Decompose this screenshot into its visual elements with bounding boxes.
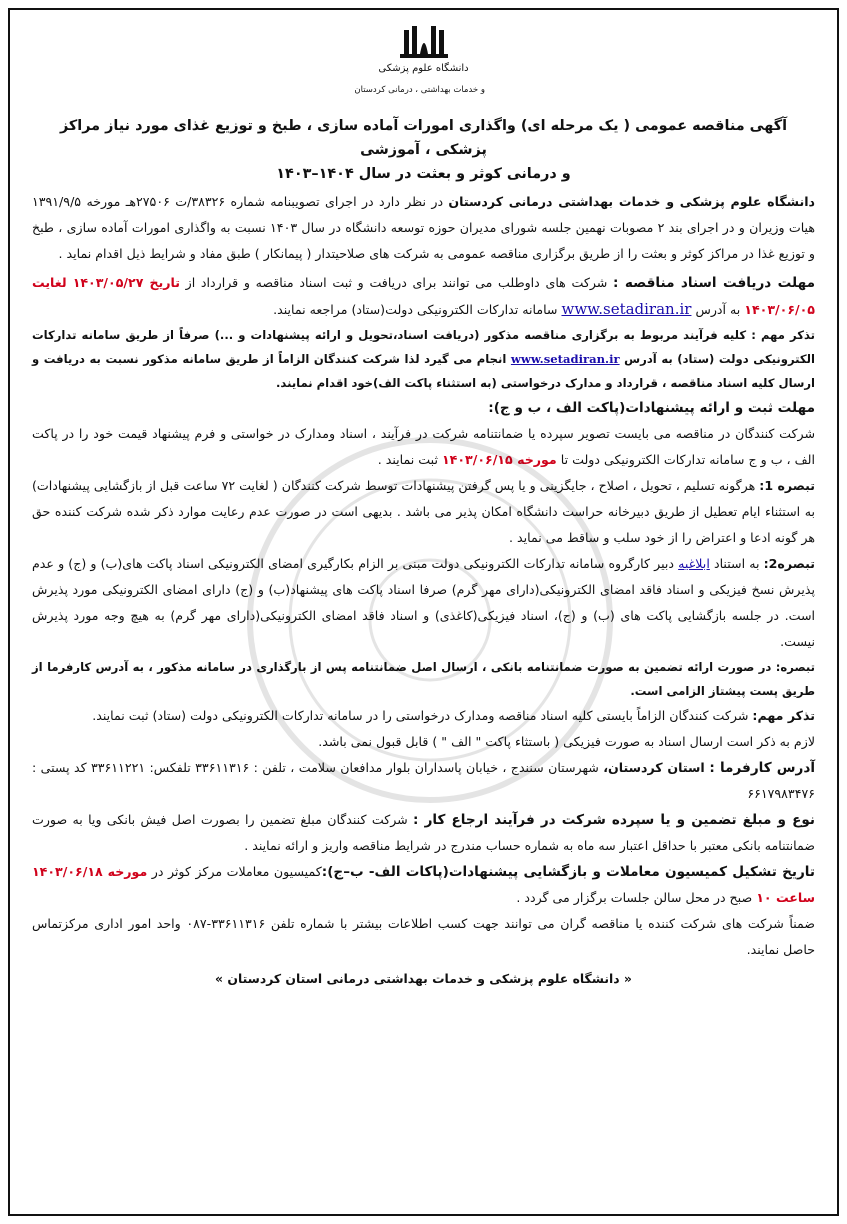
setadiran-link[interactable]: www.setadiran.ir	[561, 300, 692, 318]
note1-paragraph	[32, 473, 815, 551]
title-line-1: آگهی مناقصه عمومی ( یک مرحله ای) واگذاری امورات آماده سازی ، طبخ و توزیع غذای مورد نیاز مراکز پزشکی ، آموزشی	[59, 118, 788, 158]
note2-text-2: دبیر کارگروه سامانه تدارکات الکترونیکی دولت مبنی بر الزام بکارگیری امضای الکترونیکی اسناد پاکت های(ب) و (ج) و عدم پذیرش نسخ فیزیکی و اسناد فاقد امضای الکترونیکی(دارای مهر گرم) صرفا اسناد پاکت های پیشنهاد(ب) و (ج) دارای امضای الکترونیکی مورد پذیرش است. در جلسه بازگشایی پاکت های (ب) و (ج)، اسناد فیزیکی(کاغذی) و اسناد فاقد امضای الکترونیکی(دارای مهر گرم) به هیچ وجه مورد پذیرش نیست.	[32, 556, 815, 649]
title-line-2: و درمانی کوثر و بعثت در سال ۱۴۰۴–۱۴۰۳	[276, 166, 571, 182]
important-note-text-1: تذکر مهم : کلیه فرآیند مربوط به برگزاری مناقصه مذکور (دریافت اسناد،تحویل و ارائه پیشنهادات و ...) صرفاً از طریق سامانه تدارکات الکترونیکی دولت (ستاد) به آدرس	[32, 328, 815, 366]
reminder-text: شرکت کنندگان الزاماً بایستی کلیه اسناد مناقصه ومدارک درخواستی را در سامانه تدارکات الکترونیکی دولت (ستاد) ثبت نمایند.	[92, 708, 753, 723]
commission-date: مورخه ۱۴۰۳/۰۶/۱۸ ساعت ۱۰	[32, 864, 815, 905]
university-logo-icon	[398, 24, 450, 60]
commission-paragraph	[32, 859, 815, 911]
address-label: آدرس کارفرما :	[709, 760, 815, 776]
guarantee-paragraph	[32, 807, 815, 859]
reminder-line-2: لازم به ذکر است ارسال اسناد به صورت فیزیکی ( باستثاء پاکت " الف " ) قابل قبول نمی باشد.	[318, 734, 815, 749]
submission-paragraph	[32, 421, 815, 473]
note1-label: تبصره 1:	[759, 478, 816, 493]
address-paragraph	[32, 755, 815, 807]
commission-label: تاریخ تشکیل کمیسیون معاملات و بازگشایی پیشنهادات(پاکات الف- ب–ج):	[321, 864, 816, 880]
important-note-paragraph	[32, 323, 815, 395]
deadline-text-3: سامانه تدارکات الکترونیکی دولت(ستاد) مراجعه نمایند.	[273, 302, 562, 317]
submission-date: مورخه ۱۴۰۳/۰۶/۱۵	[441, 452, 557, 467]
note3-paragraph: تبصره: در صورت ارائه تضمین به صورت ضمانتنامه بانکی ، ارسال اصل ضمانتنامه پس از بارگذاری در سامانه مذکور ، به آدرس کارفرما از طریق پست پیشتاز الزامی است.	[32, 660, 815, 698]
address-province: استان کردستان،	[603, 760, 710, 775]
notice-title	[32, 114, 815, 186]
reminder-label: تذکر مهم:	[752, 708, 815, 723]
commission-text-1: کمیسیون معاملات مرکز کوثر در	[147, 864, 322, 879]
note1-text: هرگونه تسلیم ، تحویل ، اصلاح ، جایگزینی و یا پس گرفتن پیشنهادات توسط شرکت کنندگان ( لغایت ۷۲ ساعت قبل از بازگشایی پیشنهادات) به استثناء ایام تعطیل از طریق دبیرخانه حراست دانشگاه امکان پذیر می باشد . بدیهی است در صورت عدم رعایت موارد ذکر شده شرکت کننده حق هر گونه ادعا و اعتراض را از خود سلب و ساقط می نماید .	[32, 478, 815, 545]
submission-text-2: ثبت نمایند .	[377, 452, 442, 467]
contact-paragraph: ضمناً شرکت های شرکت کننده یا مناقصه گران می توانند جهت کسب اطلاعات بیشتر با شماره تلفن ۳۳۶۱۱۳۱۶-۰۸۷ واحد امور اداری مرکزتماس حاصل نمایند.	[32, 916, 815, 957]
intro-org: دانشگاه علوم پزشکی و خدمات بهداشتی درمانی کردستان	[448, 194, 815, 209]
guarantee-label: نوع و مبلغ تضمین و یا سپرده شرکت در فرآیند ارجاع کار :	[413, 812, 815, 828]
important-note-text-2: انجام می گیرد لذا شرکت کنندگان الزاماً از طریق سامانه مذکور نسبت به دریافت و ارسال کلیه اسناد مناقصه ، قرارداد و مدارک درخواستی (به استثناء پاکت الف)خود اقدام نمایند.	[32, 352, 815, 390]
deadline-text-2: به آدرس	[691, 302, 745, 317]
deadline-paragraph	[32, 270, 815, 323]
submission-text-1: شرکت کنندگان در مناقصه می بایست تصویر سپرده یا ضمانتنامه شرکت در فرآیند ، اسناد ومدارک در خواستی و فرم پیشنهاد قیمت خود را در پاکت الف ، ب و ج سامانه تدارکات الکترونیکی دولت تا	[32, 426, 815, 467]
directive-link[interactable]: ابلاغیه	[678, 556, 710, 571]
logo-subtitle: و خدمات بهداشتی ، درمانی کردستان	[354, 85, 485, 95]
address-text: شهرستان سنندج ، خیابان پاسداران بلوار مدافعان سلامت ، تلفن : ۳۳۶۱۱۳۱۶ تلفکس: ۳۳۶۱۱۲۲۱ کد پستی : ۶۶۱۷۹۸۳۴۷۶	[32, 760, 815, 801]
commission-text-2: صبح در محل سالن جلسات برگزار می گردد .	[516, 890, 757, 905]
note2-paragraph	[32, 551, 815, 655]
note2-label: تبصره2:	[763, 556, 815, 571]
logo-header	[32, 24, 815, 106]
guarantee-text: شرکت کنندگان مبلغ تضمین را بصورت اصل فیش بانکی ویا به صورت ضمانتنامه بانکی معتبر با حداقل اعتبار سه ماه به شماره حساب مندرج در شرایط مناقصه واریز و ارائه نمایند .	[32, 812, 815, 853]
deadline-text-1: شرکت های داوطلب می توانند برای دریافت و ثبت اسناد مناقصه و قرارداد از	[179, 275, 614, 290]
intro-paragraph	[32, 189, 815, 267]
footer-signature: « دانشگاه علوم پزشکی و خدمات بهداشتی درمانی استان کردستان »	[215, 971, 632, 986]
tender-notice-page	[8, 8, 839, 1216]
intro-text: در نظر دارد در اجرای تصویبنامه شماره ۳۸۳۲۶/ت ۲۷۵۰۶هـ مورخه ۱۳۹۱/۹/۵ هیات وزیران و در اجرای بند ۲ مصوبات نهمین جلسه شورای مدیران حوزه توسعه دانشگاه در سال ۱۴۰۳ نسبت به واگذاری امورات آماده سازی ، طبخ و توزیع غذا در مراکز کوثر و بعثت را از طریق برگزاری مناقصه عمومی به شرکت های صلاحیتدار ( پیمانکار ) طبق مفاد و شرایط ذیل اقدام نماید .	[32, 194, 815, 261]
deadline-label: مهلت دریافت اسناد مناقصه :	[613, 275, 815, 291]
reminder-paragraph	[32, 703, 815, 729]
deadline-date-range: تاریخ ۱۴۰۳/۰۵/۲۷ لغایت ۱۴۰۳/۰۶/۰۵	[32, 275, 815, 317]
logo-name: دانشگاه علوم پزشکی	[378, 63, 469, 74]
note2-text-1: به استناد	[709, 556, 764, 571]
submission-heading: مهلت ثبت و ارائه پیشنهادات(پاکت الف ، ب و ج):	[488, 400, 815, 416]
setadiran-link-2[interactable]: www.setadiran.ir	[510, 352, 620, 366]
